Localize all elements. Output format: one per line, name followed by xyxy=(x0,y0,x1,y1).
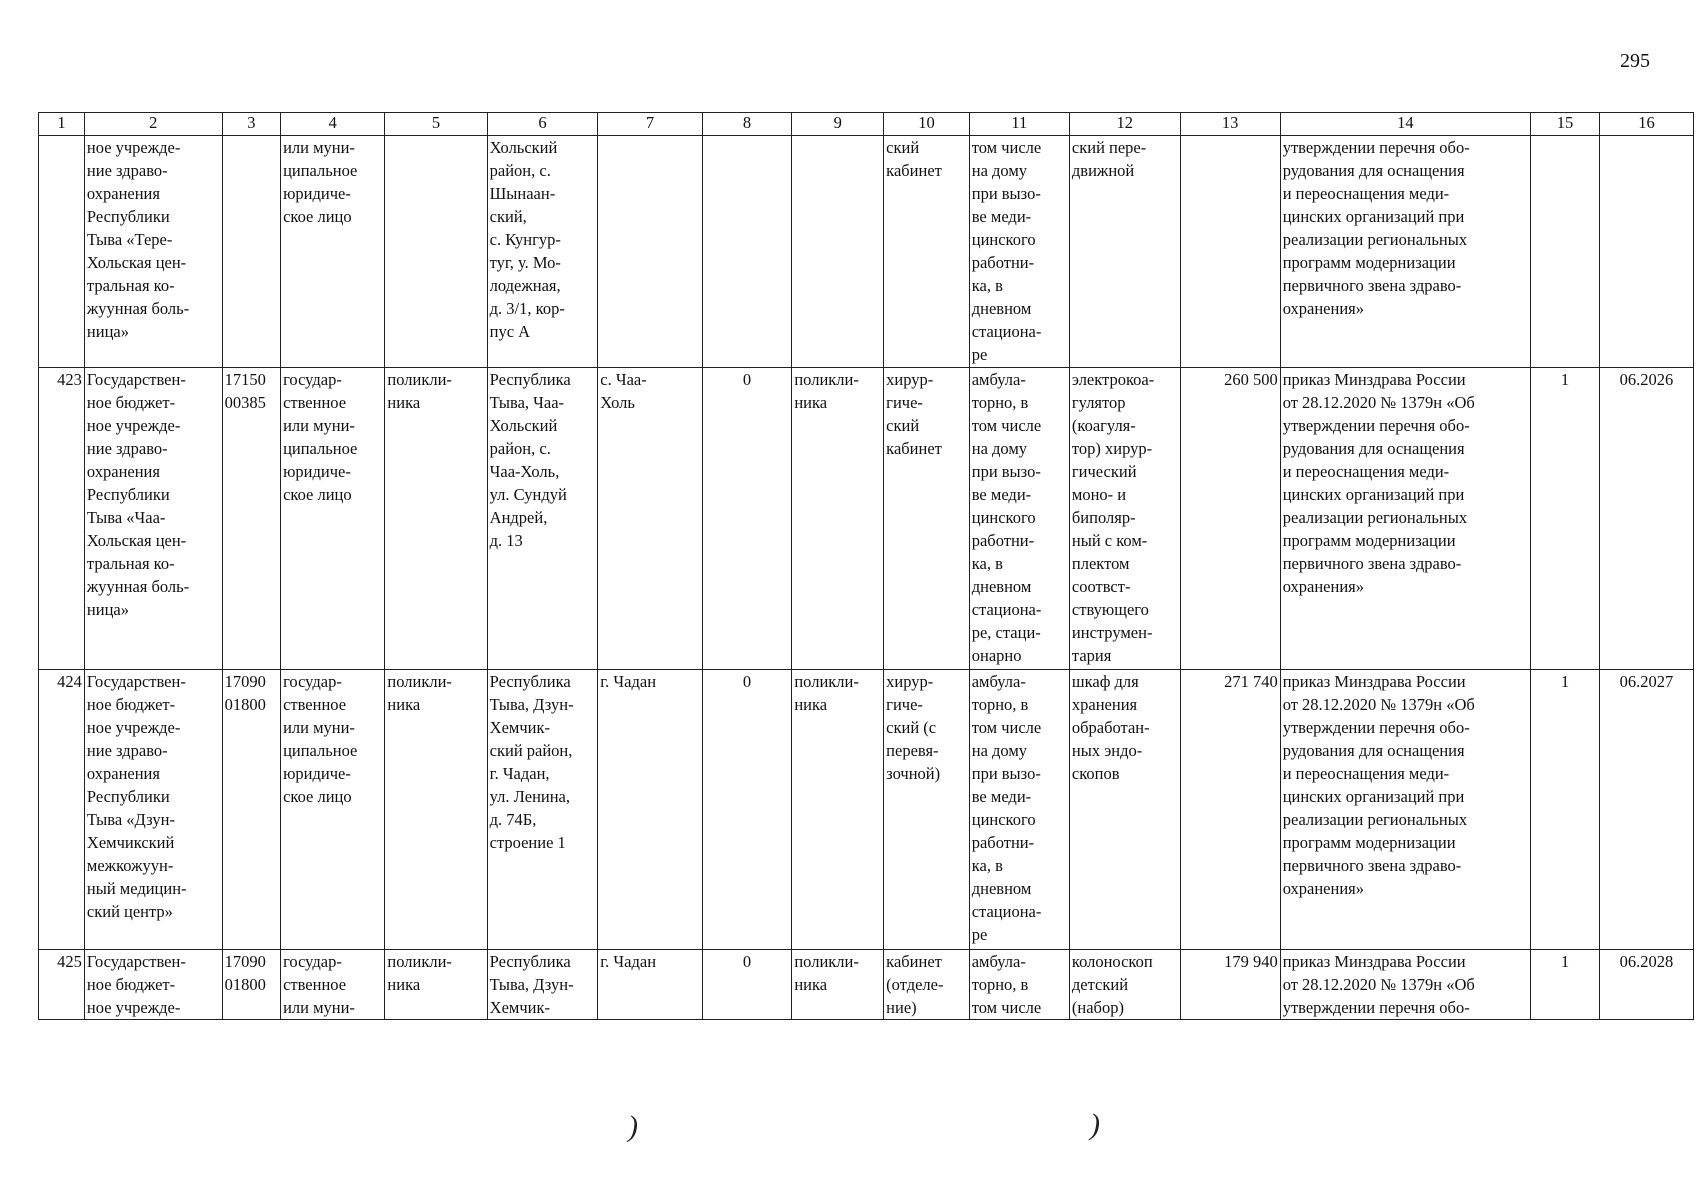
col8-value: 0 xyxy=(702,950,792,1020)
department: поликли- ника xyxy=(792,368,884,670)
row-number: 425 xyxy=(39,950,85,1020)
legal-form: государ- ственное или муни- ципальное юридиче- ское лицо xyxy=(281,670,385,950)
care-conditions: амбула- торно, в том числе на дому при вызо- ве меди- цинского работни- ка, в дневном стациона- ре, стаци- онарно xyxy=(969,368,1069,670)
col-header-15: 15 xyxy=(1531,113,1600,136)
bracket-mark-right: ) xyxy=(1090,1108,1100,1141)
date xyxy=(1599,136,1693,368)
equipment: ский пере- движной xyxy=(1069,136,1180,368)
table-row xyxy=(39,670,1694,950)
organization-name: Государствен- ное бюджет- ное учрежде- ние здраво- охранения Республики Тыва «Дзун- Хемчикский межкожуун- ный медицин- ский центр» xyxy=(84,670,222,950)
quantity: 1 xyxy=(1531,368,1600,670)
unit-type: поликли- ника xyxy=(385,368,487,670)
unit-type xyxy=(385,136,487,368)
org-code: 17150 00385 xyxy=(222,368,280,670)
col-header-3: 3 xyxy=(222,113,280,136)
quantity: 1 xyxy=(1531,950,1600,1020)
care-conditions: амбула- торно, в том числе xyxy=(969,950,1069,1020)
unit-type: поликли- ника xyxy=(385,670,487,950)
col-header-5: 5 xyxy=(385,113,487,136)
col-header-12: 12 xyxy=(1069,113,1180,136)
page-number: 295 xyxy=(1620,50,1650,72)
org-code xyxy=(222,136,280,368)
cabinet: хирур- гиче- ский кабинет xyxy=(884,368,970,670)
col-header-13: 13 xyxy=(1180,113,1280,136)
col8-value: 0 xyxy=(702,368,792,670)
col-header-14: 14 xyxy=(1280,113,1530,136)
organization-name: ное учрежде- ние здраво- охранения Республики Тыва «Тере- Хольская цен- тральная ко- жуунная боль- ница» xyxy=(84,136,222,368)
cost: 271 740 xyxy=(1180,670,1280,950)
address: Республика Тыва, Чаа- Хольский район, с. Чаа-Холь, ул. Сундуй Андрей, д. 13 xyxy=(487,368,598,670)
cabinet: кабинет (отделе- ние) xyxy=(884,950,970,1020)
org-code: 17090 01800 xyxy=(222,670,280,950)
table-row xyxy=(39,368,1694,670)
col8-value: 0 xyxy=(702,670,792,950)
col-header-10: 10 xyxy=(884,113,970,136)
unit-type: поликли- ника xyxy=(385,950,487,1020)
cost: 260 500 xyxy=(1180,368,1280,670)
equipment: шкаф для хранения обработан- ных эндо- скопов xyxy=(1069,670,1180,950)
department: поликли- ника xyxy=(792,950,884,1020)
care-conditions: амбула- торно, в том числе на дому при вызо- ве меди- цинского работни- ка, в дневном стациона- ре xyxy=(969,670,1069,950)
equipment: колоноскоп детский (набор) xyxy=(1069,950,1180,1020)
cabinet: хирур- гиче- ский (с перевя- зочной) xyxy=(884,670,970,950)
equipment: электрокоа- гулятор (коагуля- тор) хирур- гический моно- и биполяр- ный с ком- плектом соотвст- ствующего инструмен- тария xyxy=(1069,368,1180,670)
address: Хольский район, с. Шынаан- ский, с. Кунгур- туг, у. Мо- лодежная, д. 3/1, кор- пус А xyxy=(487,136,598,368)
settlement xyxy=(598,136,702,368)
row-number xyxy=(39,136,85,368)
cost xyxy=(1180,136,1280,368)
quantity: 1 xyxy=(1531,670,1600,950)
col8-value xyxy=(702,136,792,368)
regulation: приказ Минздрава России от 28.12.2020 № 1379н «Об утверждении перечня обо- xyxy=(1280,950,1530,1020)
col-header-1: 1 xyxy=(39,113,85,136)
organization-name: Государствен- ное бюджет- ное учрежде- ние здраво- охранения Республики Тыва «Чаа- Хольская цен- тральная ко- жуунная боль- ница» xyxy=(84,368,222,670)
bracket-mark-left: ) xyxy=(628,1110,638,1143)
col-header-4: 4 xyxy=(281,113,385,136)
settlement: г. Чадан xyxy=(598,670,702,950)
settlement: г. Чадан xyxy=(598,950,702,1020)
regulation: приказ Минздрава России от 28.12.2020 № 1379н «Об утверждении перечня обо- рудования для оснащения и переоснащения меди- цинских организаций при реализации региональных программ модернизации первичного звена здраво- охранения» xyxy=(1280,368,1530,670)
regulation: утверждении перечня обо- рудования для оснащения и переоснащения меди- цинских организаций при реализации региональных программ модернизации первичного звена здраво- охранения» xyxy=(1280,136,1530,368)
department xyxy=(792,136,884,368)
department: поликли- ника xyxy=(792,670,884,950)
equipment-table xyxy=(38,112,1694,1020)
quantity xyxy=(1531,136,1600,368)
table-row xyxy=(39,950,1694,1020)
row-number: 424 xyxy=(39,670,85,950)
col-header-8: 8 xyxy=(702,113,792,136)
address: Республика Тыва, Дзун- Хемчик- ский район, г. Чадан, ул. Ленина, д. 74Б, строение 1 xyxy=(487,670,598,950)
date: 06.2026 xyxy=(1599,368,1693,670)
legal-form: или муни- ципальное юридиче- ское лицо xyxy=(281,136,385,368)
date: 06.2027 xyxy=(1599,670,1693,950)
legal-form: государ- ственное или муни- ципальное юридиче- ское лицо xyxy=(281,368,385,670)
col-header-2: 2 xyxy=(84,113,222,136)
col-header-7: 7 xyxy=(598,113,702,136)
table-row xyxy=(39,136,1694,368)
legal-form: государ- ственное или муни- xyxy=(281,950,385,1020)
col-header-9: 9 xyxy=(792,113,884,136)
care-conditions: том числе на дому при вызо- ве меди- цинского работни- ка, в дневном стациона- ре xyxy=(969,136,1069,368)
regulation: приказ Минздрава России от 28.12.2020 № 1379н «Об утверждении перечня обо- рудования для оснащения и переоснащения меди- цинских организаций при реализации региональных программ модернизации первичного звена здраво- охранения» xyxy=(1280,670,1530,950)
date: 06.2028 xyxy=(1599,950,1693,1020)
org-code: 17090 01800 xyxy=(222,950,280,1020)
row-number: 423 xyxy=(39,368,85,670)
cost: 179 940 xyxy=(1180,950,1280,1020)
address: Республика Тыва, Дзун- Хемчик- xyxy=(487,950,598,1020)
header-row xyxy=(39,113,1694,136)
col-header-6: 6 xyxy=(487,113,598,136)
col-header-11: 11 xyxy=(969,113,1069,136)
col-header-16: 16 xyxy=(1599,113,1693,136)
settlement: с. Чаа- Холь xyxy=(598,368,702,670)
organization-name: Государствен- ное бюджет- ное учрежде- xyxy=(84,950,222,1020)
cabinet: ский кабинет xyxy=(884,136,970,368)
